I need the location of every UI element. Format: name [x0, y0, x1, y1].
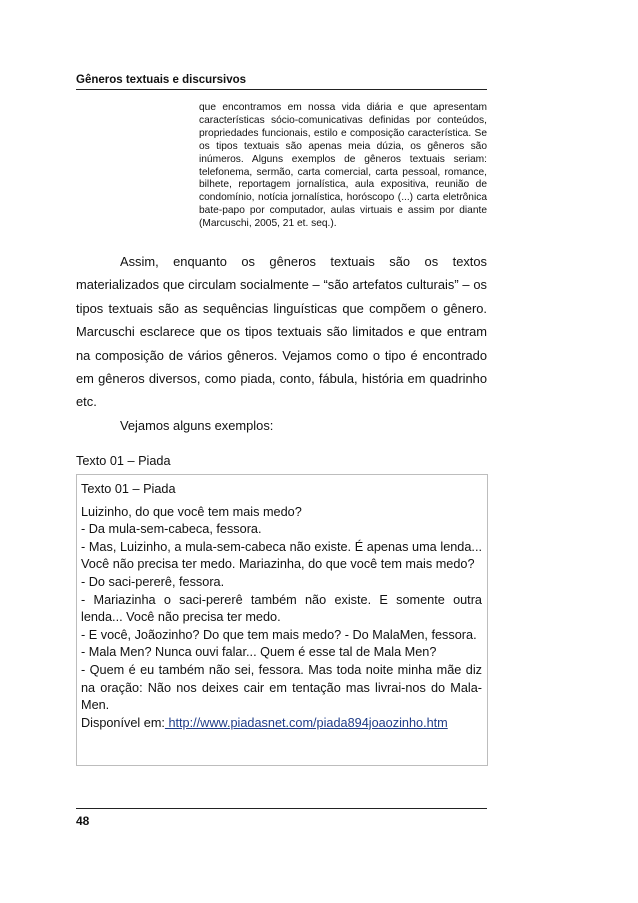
dialogue-line: - Da mula-sem-cabeca, fessora. [81, 522, 262, 537]
dialogue-line: - Do saci-pererê, fessora. [81, 574, 225, 589]
dialogue-line: - Mariazinha o saci-pererê também não existe. E somente outra lenda... Você não precisa ter medo. [81, 592, 482, 625]
block-quote: que encontramos em nossa vida diária e que apresentam características sócio-comunicativas definidas por conteúdos, propriedades funcionais, estilo e composição característica. Se os tipos textuais são apenas meia dúzia, os gêneros são inúmeros. Alguns exemplos de gêneros textuais seriam: telefonema, sermão, carta comercial, carta pessoal, romance, bilhete, reportagem jornalística, aula expositiva, reunião de condomínio, notícia jornalística, horóscopo (...) carta eletrônica bate-papo por computador, aulas virtuais e assim por diante (Marcuschi, 2005, 21 et. seq.). [199, 102, 487, 230]
dialogue-line: - Mala Men? Nunca ouvi falar... Quem é esse tal de Mala Men? [81, 645, 437, 660]
dialogue-line: - E você, Joãozinho? Do que tem mais medo? - Do MalaMen, fessora. [81, 627, 477, 642]
dialogue-line: - Quem é eu também não sei, fessora. Mas toda noite minha mãe diz na oração: Não nos deixes cair em tentação mas livrai-nos do Mala-Men. [81, 662, 482, 713]
example-label: Texto 01 – Piada [76, 454, 171, 468]
dialogue-line: Luizinho, do que você tem mais medo? [81, 504, 302, 519]
running-header: Gêneros textuais e discursivos [76, 74, 487, 90]
source-link[interactable]: http://www.piadasnet.com/piada894joaozinho.htm [164, 715, 448, 730]
page-number: 48 [76, 814, 90, 828]
paragraph: Vejamos alguns exemplos: [120, 417, 274, 433]
example-box-title: Texto 01 – Piada [81, 482, 176, 496]
body-text [76, 250, 487, 437]
source-label: Disponível em: [81, 715, 165, 730]
source-line [81, 715, 482, 733]
paragraph: Assim, enquanto os gêneros textuais são os textos materializados que circulam socialmente – “são artefatos culturais” – os tipos textuais são as sequências linguísticas que compõem o gênero. Marcuschi esclarece que os tipos textuais são limitados e que entram na composição de vários gêneros. Vejamos como o tipo é encontrado em gêneros diversos, como piada, conto, fábula, história em quadrinho etc. [76, 254, 487, 410]
footer-divider [76, 808, 487, 809]
example-box [76, 474, 488, 766]
dialogue-line: - Mas, Luizinho, a mula-sem-cabeca não existe. É apenas uma lenda... Você não precisa ter medo. Mariazinha, do que você tem mais medo? [81, 539, 482, 572]
